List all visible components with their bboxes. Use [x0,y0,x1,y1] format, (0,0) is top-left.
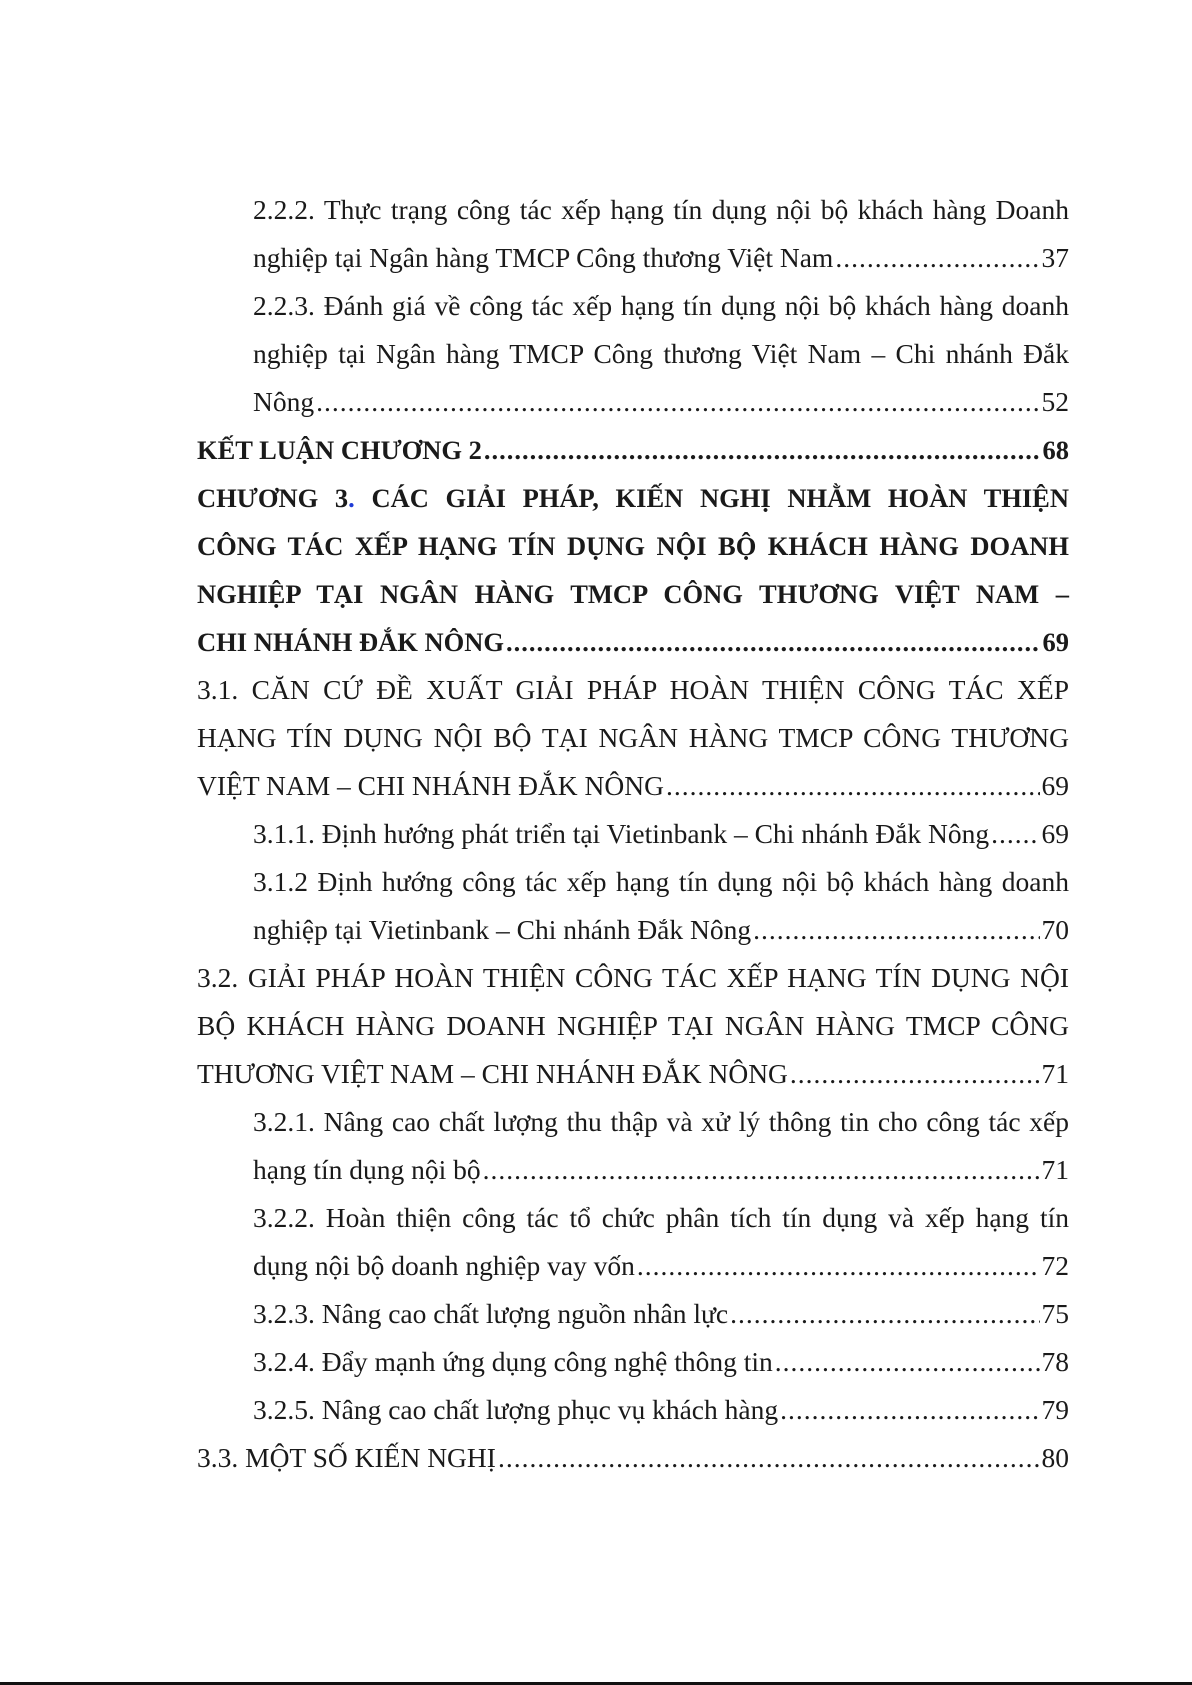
toc-entry [253,1290,1069,1338]
toc-entry-title: 3.3. MỘT SỐ KIẾN NGHỊ [197,1442,496,1473]
dot-leader [498,1434,1040,1482]
toc-entry [197,474,1069,666]
toc-page-number: 70 [1041,914,1069,945]
toc-entry-last-line [253,234,1069,282]
toc-entry-last-line [253,1242,1069,1290]
dot-leader [991,810,1039,858]
toc-page-number: 69 [1042,627,1069,657]
toc-entry-line: 3.2.2. Hoàn thiện công tác tổ chức phân tích tín dụng và xếp hạng tín [253,1202,1069,1233]
toc-entry-last-line [253,1290,1069,1338]
toc-entry-last-line [197,762,1069,810]
toc-entry-line: 3.2.1. Nâng cao chất lượng thu thập và xử lý thông tin cho công tác xếp [253,1106,1069,1137]
dot-leader [775,1338,1040,1386]
toc-entry [253,282,1069,426]
toc-page-number: 72 [1041,1250,1069,1281]
toc-entry [253,1194,1069,1290]
toc-entry-title: CHI NHÁNH ĐẮK NÔNG [197,627,504,657]
toc-entry-line: CHƯƠNG 3. CÁC GIẢI PHÁP, KIẾN NGHỊ NHẰM HOÀN THIỆN [197,483,1069,513]
toc-page-number: 71 [1041,1154,1069,1185]
toc-entry [197,1434,1069,1482]
toc-entry [197,426,1069,474]
toc-entry [253,1386,1069,1434]
toc-page-number: 80 [1041,1442,1069,1473]
toc-entry [253,1338,1069,1386]
toc-entry [253,858,1069,954]
toc-entry-last-line [253,1146,1069,1194]
table-of-contents [197,186,1069,1482]
toc-entry-line: CÔNG TÁC XẾP HẠNG TÍN DỤNG NỘI BỘ KHÁCH HÀNG DOANH [197,531,1069,561]
toc-entry-title: THƯƠNG VIỆT NAM – CHI NHÁNH ĐẮK NÔNG [197,1058,788,1089]
toc-entry-last-line [197,426,1069,474]
toc-entry-last-line [197,1434,1069,1482]
toc-page-number: 78 [1041,1346,1069,1377]
toc-entry-title: 3.2.5. Nâng cao chất lượng phục vụ khách hàng [253,1394,779,1425]
dot-leader [483,1146,1040,1194]
toc-entry-last-line [253,1386,1069,1434]
toc-entry-title: dụng nội bộ doanh nghiệp vay vốn [253,1250,635,1281]
toc-entry-title: hạng tín dụng nội bộ [253,1154,481,1185]
toc-page-number: 52 [1041,386,1069,417]
dot-leader [780,1386,1039,1434]
toc-entry-last-line [197,618,1069,666]
dot-leader [835,234,1039,282]
toc-entry-title: nghiệp tại Ngân hàng TMCP Công thương Việt Nam [253,242,834,273]
toc-entry-line: 2.2.3. Đánh giá về công tác xếp hạng tín dụng nội bộ khách hàng doanh [253,290,1069,321]
toc-page-number: 69 [1041,770,1069,801]
toc-entry [253,186,1069,282]
toc-entry [253,1098,1069,1194]
toc-page-number: 79 [1041,1394,1069,1425]
toc-entry-line: 3.1.2 Định hướng công tác xếp hạng tín dụng nội bộ khách hàng doanh [253,866,1069,897]
dot-leader [666,762,1040,810]
toc-entry-title: KẾT LUẬN CHƯƠNG 2 [197,435,482,465]
dot-leader [637,1242,1040,1290]
toc-entry-line: 3.2. GIẢI PHÁP HOÀN THIỆN CÔNG TÁC XẾP HẠNG TÍN DỤNG NỘI [197,962,1069,993]
toc-entry [197,954,1069,1098]
toc-entry-last-line [253,906,1069,954]
toc-entry-title: 3.2.4. Đẩy mạnh ứng dụng công nghệ thông tin [253,1346,773,1377]
dot-leader [753,906,1039,954]
toc-entry-last-line [253,1338,1069,1386]
toc-entry-line: 2.2.2. Thực trạng công tác xếp hạng tín dụng nội bộ khách hàng Doanh [253,194,1069,225]
dot-leader [484,426,1041,474]
toc-entry [197,666,1069,810]
toc-page-number: 37 [1041,242,1069,273]
toc-entry-title: 3.1.1. Định hướng phát triển tại Vietinbank – Chi nhánh Đắk Nông [253,818,990,849]
toc-entry-title: 3.2.3. Nâng cao chất lượng nguồn nhân lực [253,1298,729,1329]
toc-entry-title: VIỆT NAM – CHI NHÁNH ĐẮK NÔNG [197,770,664,801]
toc-page-number: 75 [1041,1298,1069,1329]
toc-entry-title: Nông [253,386,315,417]
toc-entry-line: 3.1. CĂN CỨ ĐỀ XUẤT GIẢI PHÁP HOÀN THIỆN CÔNG TÁC XẾP [197,674,1069,705]
toc-entry-line: BỘ KHÁCH HÀNG DOANH NGHIỆP TẠI NGÂN HÀNG TMCP CÔNG [197,1010,1069,1041]
toc-entry-line: NGHIỆP TẠI NGÂN HÀNG TMCP CÔNG THƯƠNG VIỆT NAM – [197,579,1069,609]
toc-page-number: 71 [1041,1058,1069,1089]
dot-leader [790,1050,1040,1098]
dot-leader [316,378,1039,426]
dot-leader [730,1290,1039,1338]
toc-entry-last-line [197,1050,1069,1098]
toc-entry-line: HẠNG TÍN DỤNG NỘI BỘ TẠI NGÂN HÀNG TMCP CÔNG THƯƠNG [197,722,1069,753]
toc-entry-last-line [253,810,1069,858]
toc-entry [253,810,1069,858]
toc-entry-title: nghiệp tại Vietinbank – Chi nhánh Đắk Nông [253,914,752,945]
toc-page-number: 69 [1041,818,1069,849]
dot-leader [506,618,1041,666]
toc-entry-line: nghiệp tại Ngân hàng TMCP Công thương Việt Nam – Chi nhánh Đắk [253,338,1069,369]
toc-entry-last-line [253,378,1069,426]
toc-page-number: 68 [1042,435,1069,465]
